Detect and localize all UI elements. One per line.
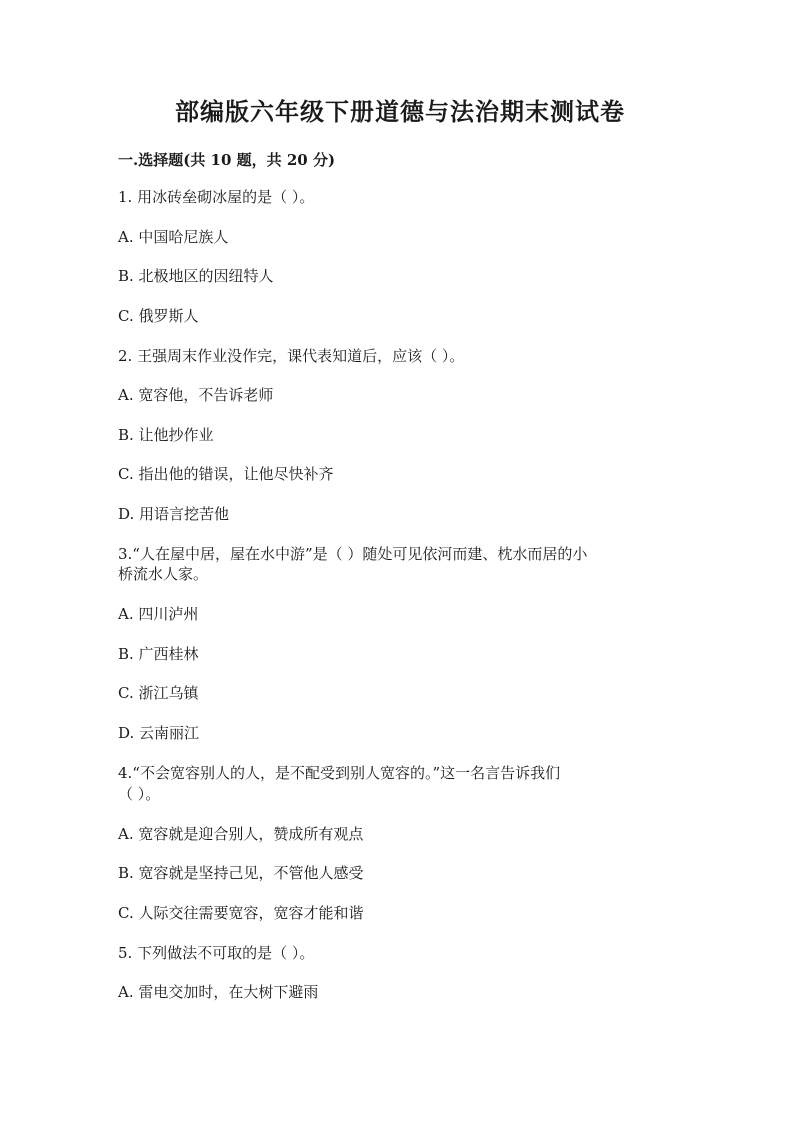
question-1-option-c: C. 俄罗斯人	[118, 307, 199, 325]
question-5-option-a: A. 雷电交加时，在大树下避雨	[118, 983, 319, 1001]
question-3-option-a: A. 四川泸州	[118, 605, 199, 623]
question-1-option-b: B. 北极地区的因纽特人	[118, 267, 274, 285]
question-3-stem-line-1: 3.“人在屋中居，屋在水中游”是（ ）随处可见依河而建、枕水而居的小	[118, 545, 588, 563]
question-4-stem-line-2: （ ）。	[118, 785, 161, 803]
question-5-stem: 5. 下列做法不可取的是（ ）。	[118, 944, 315, 962]
question-4-option-b: B. 宽容就是坚持己见，不管他人感受	[118, 864, 364, 882]
question-3-option-d: D. 云南丽江	[118, 724, 200, 742]
page-title: 部编版六年级下册道德与法治期末测试卷	[175, 97, 625, 126]
question-4-option-c: C. 人际交往需要宽容，宽容才能和谐	[118, 904, 364, 922]
question-3-option-c: C. 浙江乌镇	[118, 684, 199, 702]
section-heading: 一.选择题(共 10 题，共 20 分)	[118, 151, 336, 169]
question-2-stem: 2. 王强周末作业没作完，课代表知道后，应该（ ）。	[118, 347, 465, 365]
question-2-option-a: A. 宽容他，不告诉老师	[118, 386, 274, 404]
question-4-stem-line-1: 4.“不会宽容别人的人，是不配受到别人宽容的。”这一名言告诉我们	[118, 764, 561, 782]
question-2-option-c: C. 指出他的错误，让他尽快补齐	[118, 465, 334, 483]
question-1-stem: 1. 用冰砖垒砌冰屋的是（ ）。	[118, 188, 315, 206]
question-3-stem-line-2: 桥流水人家。	[118, 565, 209, 583]
question-2-option-b: B. 让他抄作业	[118, 426, 214, 444]
question-3-option-b: B. 广西桂林	[118, 645, 199, 663]
question-2-option-d: D. 用语言挖苦他	[118, 505, 230, 523]
question-4-option-a: A. 宽容就是迎合别人，赞成所有观点	[118, 825, 364, 843]
question-1-option-a: A. 中国哈尼族人	[118, 228, 229, 246]
